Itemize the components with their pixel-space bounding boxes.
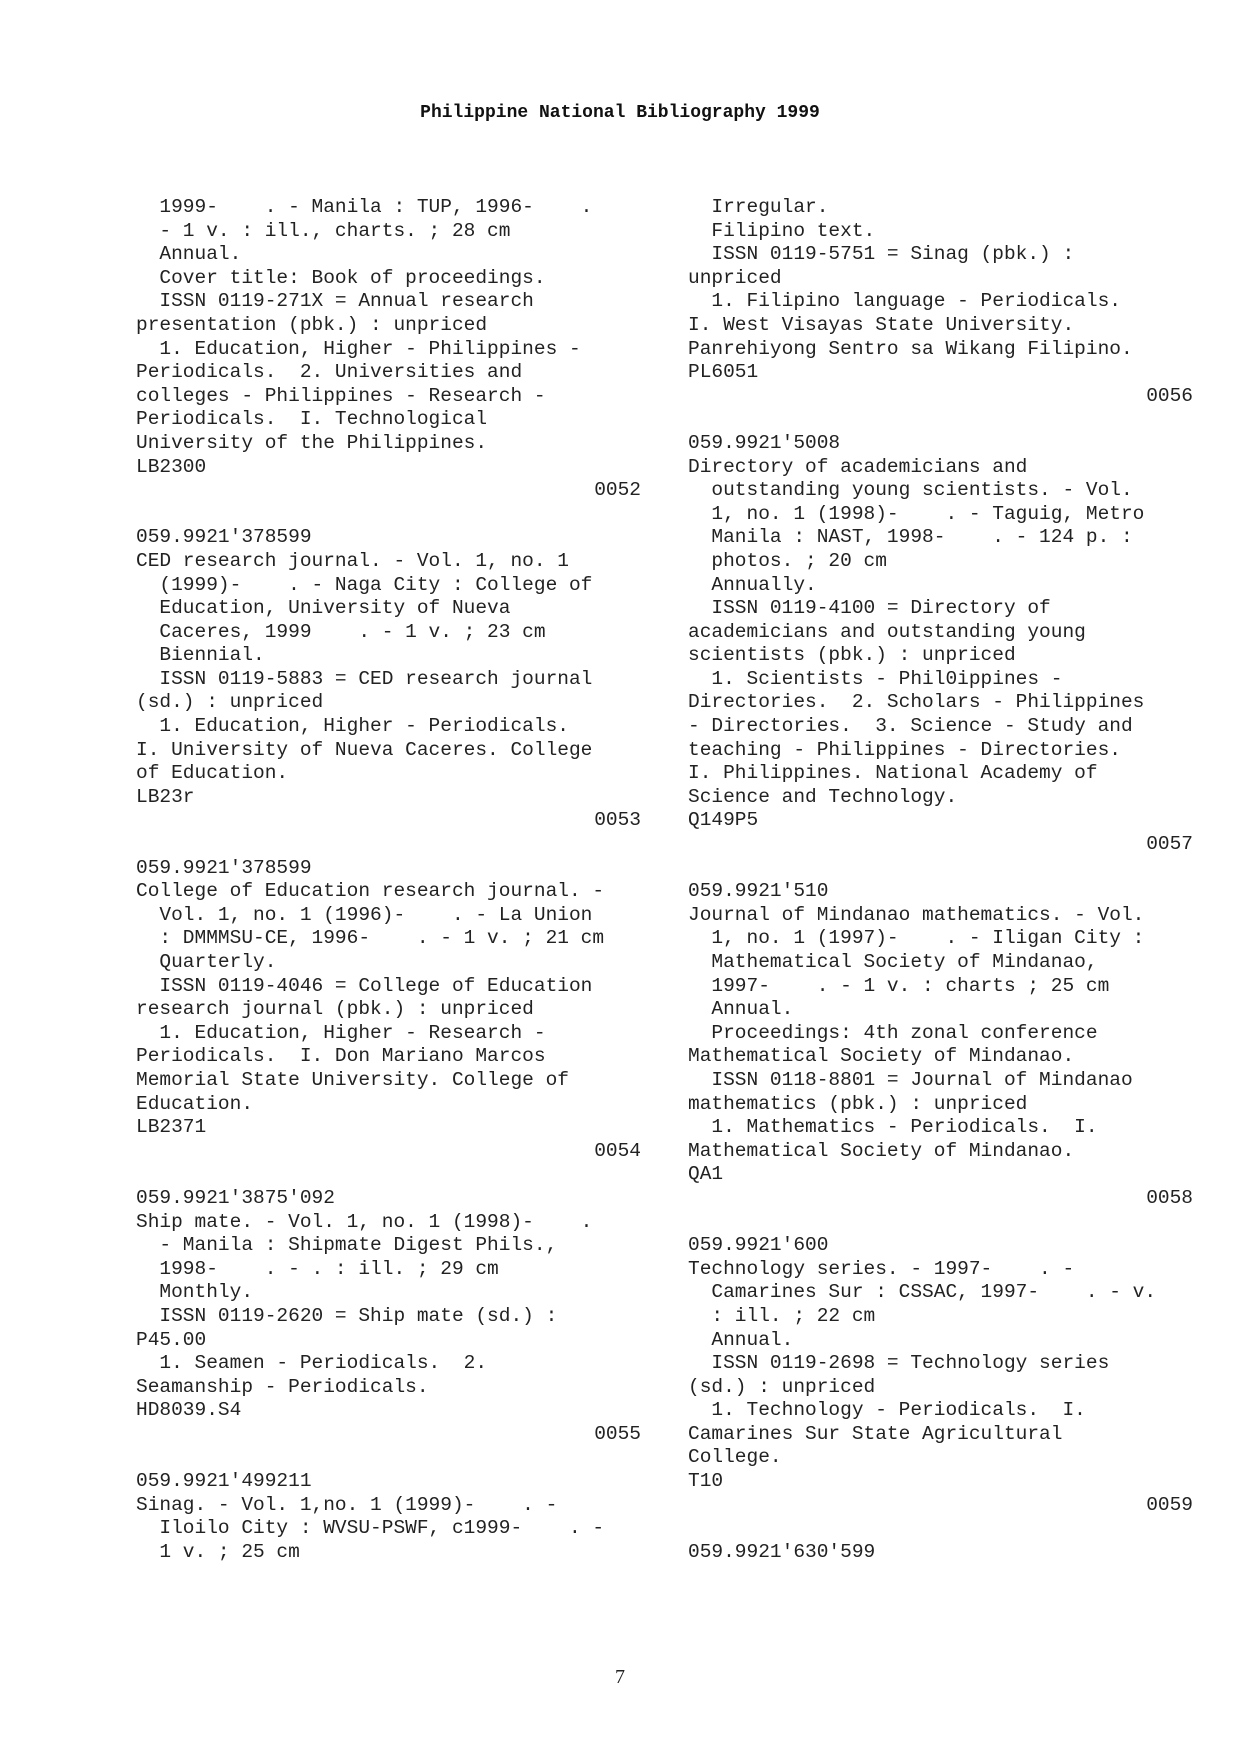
entry-line: 059.9921'630'599 xyxy=(688,1540,876,1563)
entry-line: scientists (pbk.) : unpriced xyxy=(688,644,1016,667)
entry-line: College. xyxy=(688,1446,782,1469)
entry-line: presentation (pbk.) : unpriced xyxy=(136,313,488,336)
entry-line: 059.9921'5008 xyxy=(688,431,841,454)
entry-line: 1 v. ; 25 cm xyxy=(136,1540,300,1563)
entry-line: : DMMMSU-CE, 1996- . - 1 v. ; 21 cm xyxy=(136,927,605,950)
entry-line: Seamanship - Periodicals. xyxy=(136,1375,429,1398)
entry-line: Education. xyxy=(136,1092,254,1115)
entry-line: Memorial State University. College of xyxy=(136,1068,569,1091)
entry-line: Periodicals. I. Don Mariano Marcos xyxy=(136,1045,546,1068)
entry-line: Mathematical Society of Mindanao, xyxy=(688,951,1098,973)
entry-line: 059.9921'600 xyxy=(688,1234,829,1257)
entry-line: Annually. xyxy=(688,573,817,596)
entry-line: ISSN 0119-2620 = Ship mate (sd.) : xyxy=(136,1304,558,1327)
entry-line: 1. Education, Higher - Philippines - xyxy=(136,337,581,360)
entry-line: HD8039.S4 xyxy=(136,1399,242,1422)
entry-line: Directory of academicians and xyxy=(688,455,1028,478)
entry-line: ISSN 0119-271X = Annual research xyxy=(136,290,534,313)
entry-line: - Manila : Shipmate Digest Phils., xyxy=(136,1234,558,1257)
blank-line xyxy=(136,1163,641,1187)
entry-line: Journal of Mindanao mathematics. - Vol. xyxy=(688,903,1145,926)
entry-line: Annual. xyxy=(688,998,794,1021)
entry-number: 0054 xyxy=(594,1139,641,1162)
entry-number: 0056 xyxy=(1146,384,1193,407)
right-column xyxy=(688,196,1193,1564)
entry-line: (sd.) : unpriced xyxy=(688,1375,876,1398)
entry-line: Irregular. xyxy=(688,196,829,218)
entry-line: 1. Filipino language - Periodicals. xyxy=(688,290,1121,313)
entry-line: Education, University of Nueva xyxy=(136,597,511,620)
entry-line: academicians and outstanding young xyxy=(688,620,1086,643)
entry-line: LB2300 xyxy=(136,455,207,478)
entry-line: 059.9921'378599 xyxy=(136,856,312,879)
entry-line: P45.00 xyxy=(136,1328,207,1351)
entry-line: QA1 xyxy=(688,1163,724,1186)
entry-line: Quarterly. xyxy=(136,951,277,973)
entry-line: Caceres, 1999 . - 1 v. ; 23 cm xyxy=(136,620,546,643)
entry-line: 059.9921'378599 xyxy=(136,526,312,549)
blank-line xyxy=(136,1446,641,1470)
entry-line: Monthly. xyxy=(136,1281,254,1304)
entry-line: Directories. 2. Scholars - Philippines xyxy=(688,691,1145,714)
entry-line: 059.9921'510 xyxy=(688,880,829,903)
entry-number: 0053 xyxy=(594,809,641,832)
entry-line: University of the Philippines. xyxy=(136,431,488,454)
entry-line: 1. Education, Higher - Periodicals. xyxy=(136,715,569,738)
entry-line: Vol. 1, no. 1 (1996)- . - La Union xyxy=(136,903,593,926)
entry-line: I. Philippines. National Academy of xyxy=(688,762,1098,785)
entry-line: Cover title: Book of proceedings. xyxy=(136,266,546,289)
entry-line: I. West Visayas State University. xyxy=(688,313,1075,336)
blank-line xyxy=(688,1211,1193,1235)
entry-line: ISSN 0119-4046 = College of Education xyxy=(136,974,593,997)
entry-number: 0055 xyxy=(594,1422,641,1445)
entry-line: Panrehiyong Sentro sa Wikang Filipino. xyxy=(688,337,1133,360)
entry-line: 1, no. 1 (1998)- . - Taguig, Metro xyxy=(688,502,1145,525)
entry-line: ISSN 0119-4100 = Directory of xyxy=(688,597,1051,620)
entry-line: (1999)- . - Naga City : College of xyxy=(136,573,593,596)
entry-line: LB23r xyxy=(136,785,195,808)
entry-line: Iloilo City : WVSU-PSWF, c1999- . - xyxy=(136,1517,605,1540)
blank-line xyxy=(136,503,641,527)
entry-line: 1, no. 1 (1997)- . - Iligan City : xyxy=(688,927,1145,950)
entry-line: Mathematical Society of Mindanao. xyxy=(688,1045,1075,1068)
entry-line: of Education. xyxy=(136,762,289,785)
entry-line: 059.9921'499211 xyxy=(136,1470,312,1493)
entry-number: 0052 xyxy=(594,479,641,502)
entry-line: 1999- . - Manila : TUP, 1996- . xyxy=(136,196,593,218)
entry-line: photos. ; 20 cm xyxy=(688,549,887,572)
page-number: 7 xyxy=(615,1666,625,1688)
entry-line: Mathematical Society of Mindanao. xyxy=(688,1139,1075,1162)
entry-line: - Directories. 3. Science - Study and xyxy=(688,715,1133,738)
entry-line: Science and Technology. xyxy=(688,785,958,808)
entry-line: mathematics (pbk.) : unpriced xyxy=(688,1092,1028,1115)
entry-line: Camarines Sur : CSSAC, 1997- . - v. xyxy=(688,1281,1157,1304)
entry-line: Periodicals. 2. Universities and xyxy=(136,361,523,384)
entry-line: College of Education research journal. - xyxy=(136,880,605,903)
page-title: Philippine National Bibliography 1999 xyxy=(420,103,820,123)
entry-line: (sd.) : unpriced xyxy=(136,691,324,714)
entry-line: LB2371 xyxy=(136,1116,207,1139)
entry-number: 0059 xyxy=(1146,1493,1193,1516)
entry-line: I. University of Nueva Caceres. College xyxy=(136,738,593,761)
entry-line: Periodicals. I. Technological xyxy=(136,408,488,431)
blank-line xyxy=(688,1517,1193,1541)
entry-number: 0058 xyxy=(1146,1186,1193,1209)
blank-line xyxy=(136,833,641,857)
entry-line: Manila : NAST, 1998- . - 124 p. : xyxy=(688,526,1133,549)
entry-line: 1997- . - 1 v. : charts ; 25 cm xyxy=(688,974,1110,997)
entry-line: T10 xyxy=(688,1470,724,1493)
entry-line: research journal (pbk.) : unpriced xyxy=(136,998,534,1021)
entry-line: Biennial. xyxy=(136,644,265,667)
entry-line: ISSN 0119-2698 = Technology series xyxy=(688,1352,1110,1375)
entry-line: - 1 v. : ill., charts. ; 28 cm xyxy=(136,219,511,242)
entry-line: teaching - Philippines - Directories. xyxy=(688,738,1121,761)
entry-line: ISSN 0119-5883 = CED research journal xyxy=(136,667,593,690)
entry-line: 1. Mathematics - Periodicals. I. xyxy=(688,1116,1098,1139)
entry-line: outstanding young scientists. - Vol. xyxy=(688,479,1133,502)
entry-line: unpriced xyxy=(688,266,782,289)
entry-line: ISSN 0118-8801 = Journal of Mindanao xyxy=(688,1068,1133,1091)
blank-line xyxy=(688,408,1193,432)
entry-line: Technology series. - 1997- . - xyxy=(688,1257,1075,1280)
entry-line: Ship mate. - Vol. 1, no. 1 (1998)- . xyxy=(136,1210,593,1233)
entry-line: Q149P5 xyxy=(688,809,759,832)
entry-line: Proceedings: 4th zonal conference xyxy=(688,1021,1098,1044)
entry-line: Annual. xyxy=(136,243,242,266)
entry-line: PL6051 xyxy=(688,361,759,384)
entry-line: Camarines Sur State Agricultural xyxy=(688,1422,1063,1445)
entry-line: 1. Education, Higher - Research - xyxy=(136,1021,546,1044)
entry-line: 1. Technology - Periodicals. I. xyxy=(688,1399,1086,1422)
entry-line: Filipino text. xyxy=(688,219,876,242)
left-column xyxy=(136,196,641,1564)
blank-line xyxy=(688,857,1193,881)
entry-line: CED research journal. - Vol. 1, no. 1 xyxy=(136,549,569,572)
entry-line: 059.9921'3875'092 xyxy=(136,1186,335,1209)
entry-line: 1998- . - . : ill. ; 29 cm xyxy=(136,1257,499,1280)
entry-line: Annual. xyxy=(688,1328,794,1351)
entry-line: Sinag. - Vol. 1,no. 1 (1999)- . - xyxy=(136,1493,558,1516)
entry-line: 1. Seamen - Periodicals. 2. xyxy=(136,1352,488,1375)
entry-line: : ill. ; 22 cm xyxy=(688,1304,876,1327)
entry-line: colleges - Philippines - Research - xyxy=(136,384,546,407)
entry-number: 0057 xyxy=(1146,833,1193,856)
entry-line: 1. Scientists - Phil0ippines - xyxy=(688,667,1063,690)
entry-line: ISSN 0119-5751 = Sinag (pbk.) : xyxy=(688,243,1075,266)
